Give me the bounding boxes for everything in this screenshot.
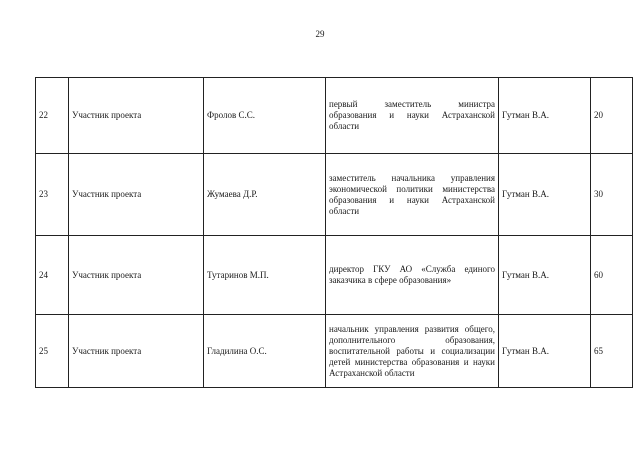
participation-value: 20 [591,78,633,154]
row-number: 25 [36,315,69,388]
participant-name: Тутаринов М.П. [204,236,326,315]
participant-position: первый заместитель министра образования и науки Астраханской области [326,78,499,154]
participant-role: Участник проекта [69,236,204,315]
participation-value: 65 [591,315,633,388]
participant-name: Гладилина О.С. [204,315,326,388]
participant-role: Участник проекта [69,154,204,236]
table-row [36,315,633,388]
supervisor-name: Гутман В.А. [499,315,591,388]
table-row [36,154,633,236]
participation-value: 30 [591,154,633,236]
table-row [36,236,633,315]
participant-position: начальник управления развития общего, дополнительного образования, воспитательной работы и социализации детей министерства образования и науки Астраханской области [326,315,499,388]
participant-role: Участник проекта [69,78,204,154]
row-number: 23 [36,154,69,236]
table-row [36,78,633,154]
page-number: 29 [315,29,325,39]
row-number: 22 [36,78,69,154]
participant-name: Жумаева Д.Р. [204,154,326,236]
supervisor-name: Гутман В.А. [499,154,591,236]
participant-position: заместитель начальника управления экономической политики министерства образования и науки Астраханской области [326,154,499,236]
participant-position: директор ГКУ АО «Служба единого заказчика в сфере образования» [326,236,499,315]
participation-value: 60 [591,236,633,315]
supervisor-name: Гутман В.А. [499,236,591,315]
participant-role: Участник проекта [69,315,204,388]
participants-table [35,77,633,388]
row-number: 24 [36,236,69,315]
participant-name: Фролов С.С. [204,78,326,154]
supervisor-name: Гутман В.А. [499,78,591,154]
